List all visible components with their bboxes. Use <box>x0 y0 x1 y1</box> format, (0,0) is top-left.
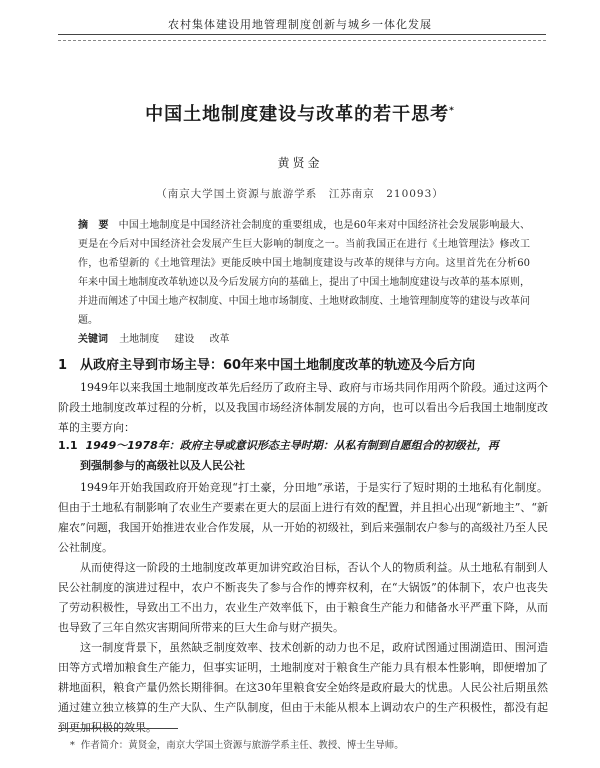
keyword: 建设 <box>174 334 195 345</box>
title-footnote-mark: * <box>449 106 455 116</box>
footnote-mark: * <box>70 740 75 751</box>
subsection-heading <box>58 436 548 476</box>
subsection-number: 1.1 <box>58 439 78 452</box>
keywords <box>78 330 530 345</box>
keyword: 土地制度 <box>119 334 160 345</box>
abstract-label: 摘 要 <box>78 220 109 231</box>
header-rule-dashed <box>58 40 546 41</box>
keywords-label: 关键词 <box>78 334 108 345</box>
paragraph-3: 从而使得这一阶段的土地制度改革更加讲究政治目标，否认个人的物质利益。从土地私有制到人民公社制度的演进过程中，农户不断丧失了参与合作的博弈权利，在“大锅饭”的体制下，农户也丧失了劳动积极性，导致出工不出力，农业生产效率低下，由于粮食生产能力和储备水平严重下降，从而也导致了三年自然灾害期间所带来的巨大生命与财产损失。 <box>58 561 548 634</box>
abstract <box>78 216 530 330</box>
author: 黄贤金 <box>277 156 323 170</box>
paragraph-2: 1949年开始我国政府开始竞现“打土豪，分田地”承诺，于是实行了短时期的土地私有化制度。但由于土地私有制影响了农业生产要素在更大的层面上进行有效的配置，并且担心出现“新地主”、“新雇农”问题，我国开始推进农业合作发展，从一开始的初级社，到后来强制农户参与的高级社乃至人民公社制度。 <box>58 481 548 554</box>
header-rule <box>58 34 546 35</box>
paragraph-4: 这一制度背景下，虽然缺乏制度效率、技术创新的动力也不足，政府试图通过围湖造田、围河造田等方式增加粮食生产能力，但事实证明，土地制度对于粮食生产能力具有根本性影响，即便增加了耕地面积，粮食产量仍然长期徘徊。在这30年里粮食安全始终是政府最大的忧患。人民公社后期虽然通过建立独立核算的生产大队、生产队制度，但由于未能从根本上调动农户的生产积极性，都没有起到更加积极的效果。 <box>58 641 548 734</box>
footnote <box>70 737 550 751</box>
section-heading <box>58 354 548 373</box>
running-head: 农村集体建设用地管理制度创新与城乡一体化发展 <box>168 18 432 31</box>
keyword: 改革 <box>209 334 230 345</box>
footnote-text: 作者简介：黄贤金，南京大学国土资源与旅游学系主任、教授、博士生导师。 <box>80 740 404 751</box>
footnote-rule <box>58 728 178 729</box>
abstract-text: 中国土地制度是中国经济社会制度的重要组成，也是60年来对中国经济社会发展影响最大、更是在今后对中国经济社会发展产生巨大影响的制度之一。当前我国正在进行《土地管理法》修改工作，也希望新的《土地管理法》更能反映中国土地制度建设与改革的规律与方向。这里首先在分析60年来中国土地制度改革轨迹以及今后发展方向的基础上，提出了中国土地制度建设与改革的基本原则，并进而阐述了中国土地产权制度、中国土地市场制度、土地财政制度、土地管理制度等的建设与改革问题。 <box>78 220 530 326</box>
title-text: 中国土地制度建设与改革的若干思考 <box>145 104 450 125</box>
subsection-title: 1949～1978年：政府主导或意识形态主导时期：从私有制到自愿组合的初级社，再 <box>85 439 499 452</box>
section-title: 从政府主导到市场主导：60年来中国土地制度改革的轨迹及今后方向 <box>80 358 476 373</box>
subsection-title-line2: 到强制参与的高级社以及人民公社 <box>80 459 245 472</box>
paragraph-1: 1949年以来我国土地制度改革先后经历了政府主导、政府与市场共同作用两个阶段。通过这两个阶段土地制度改革过程的分析，以及我国市场经济体制发展的方向，也可以看出今后我国土地制度改革的主要方向： <box>58 381 548 434</box>
paper-title <box>0 100 600 126</box>
affiliation: （南京大学国土资源与旅游学系 江苏南京 210093） <box>156 188 444 200</box>
section-number: 1 <box>58 358 68 373</box>
